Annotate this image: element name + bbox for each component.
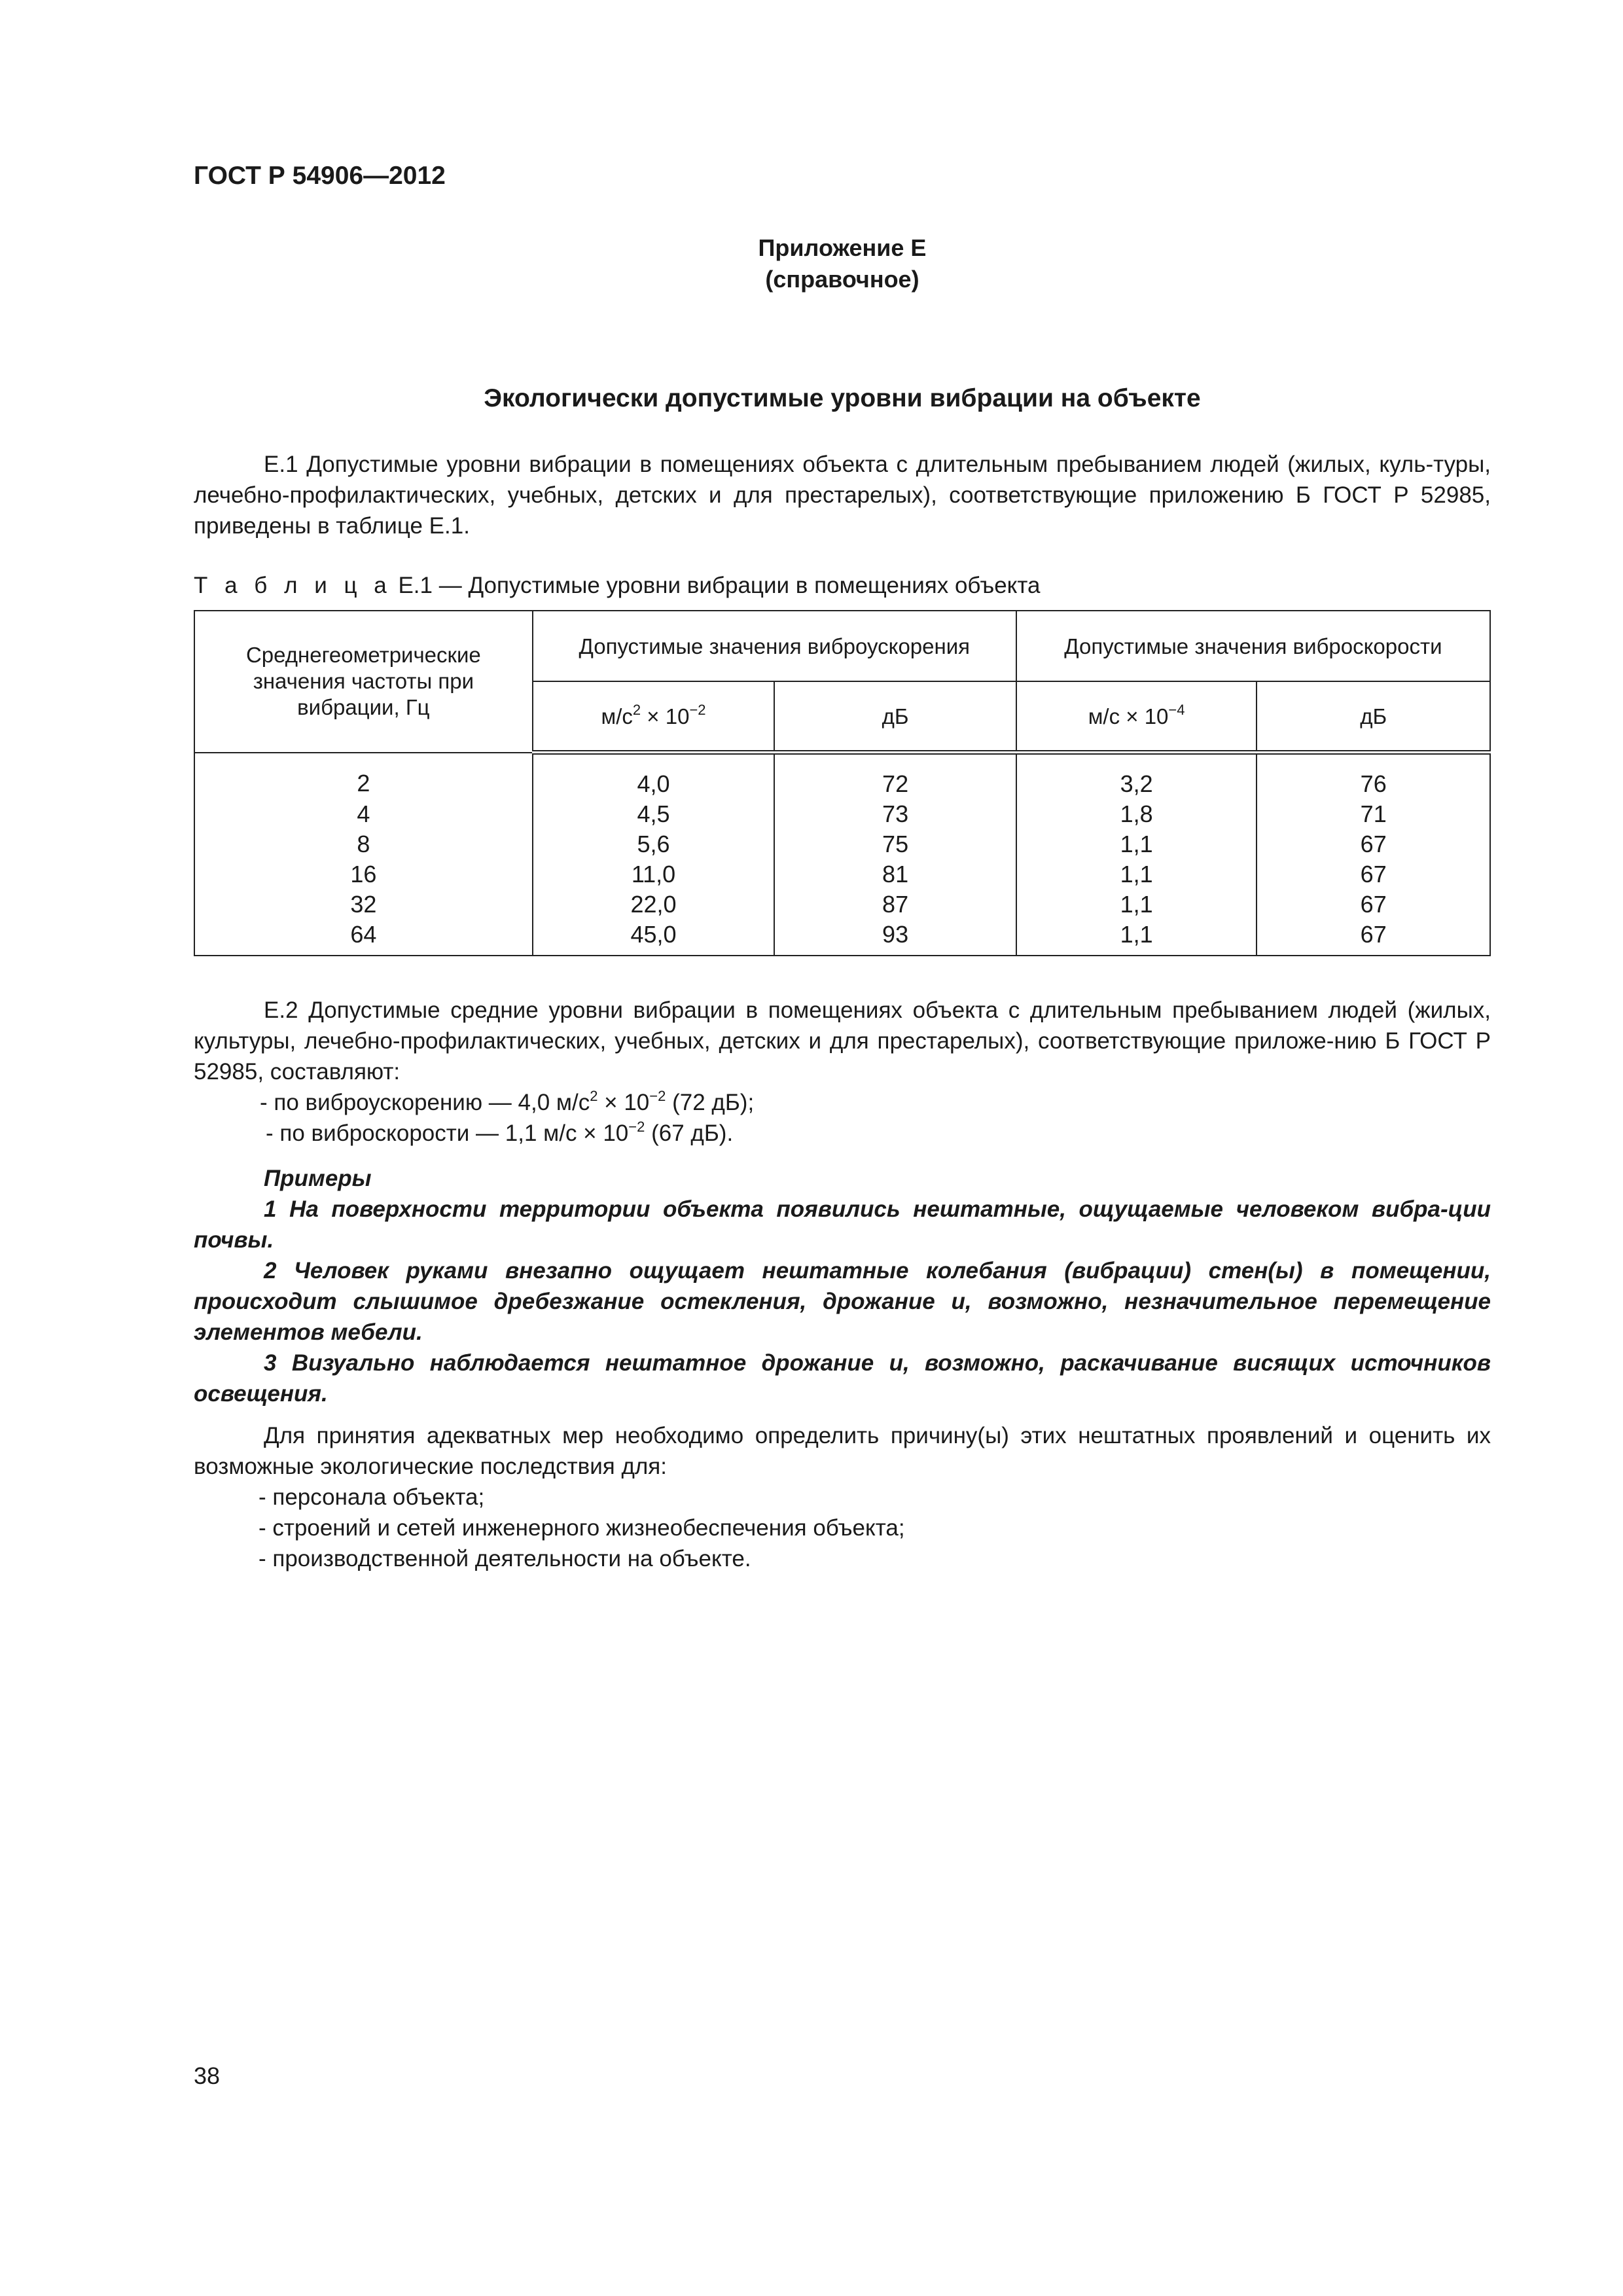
header-acc-unit — [533, 681, 775, 753]
list-item-final: - строений и сетей инженерного жизнеобеспечения объекта; — [259, 1515, 905, 1541]
header-acceleration: Допустимые значения виброускорения — [533, 611, 1016, 681]
list-item-acceleration-mult: × 10 — [597, 1090, 650, 1115]
table-caption-text: Е.1 — Допустимые уровни вибрации в помещениях объекта — [391, 573, 1041, 598]
cell-frequency: 16 — [194, 859, 533, 889]
cell-acceleration-db: 81 — [774, 859, 1016, 889]
cell-velocity: 1,1 — [1016, 920, 1257, 956]
cell-velocity: 1,1 — [1016, 889, 1257, 920]
acc-unit-exp2: −2 — [689, 701, 706, 718]
list-item-velocity-suffix: (67 дБ). — [645, 1121, 734, 1146]
vibration-levels-table — [194, 610, 1491, 956]
example-item: 3 Визуально наблюдается нештатное дрожание и, возможно, раскачивание висящих источников освещения. — [194, 1350, 1491, 1407]
cell-frequency: 2 — [194, 753, 533, 800]
list-item-final: - производственной деятельности на объекте. — [259, 1546, 751, 1571]
example-item: 1 На поверхности территории объекта появились нештатные, ощущаемые человеком вибра-ции почвы. — [194, 1196, 1491, 1253]
cell-velocity: 3,2 — [1016, 753, 1257, 800]
acc-unit-base: м/с — [601, 704, 633, 728]
examples-block — [194, 1163, 1491, 1409]
table-row — [194, 799, 1490, 829]
appendix-status: (справочное) — [765, 266, 919, 293]
cell-acceleration: 45,0 — [533, 920, 775, 956]
table-row — [194, 829, 1490, 859]
paragraph-e1-block — [194, 449, 1491, 541]
document-header: ГОСТ Р 54906—2012 — [194, 162, 446, 190]
table-row — [194, 753, 1490, 800]
list-item-velocity — [194, 1118, 1491, 1149]
list-item-velocity-exp: −2 — [628, 1119, 645, 1135]
header-vel-db: дБ — [1257, 681, 1490, 753]
table-row — [194, 859, 1490, 889]
paragraph-e2-block — [194, 995, 1491, 1149]
list-item-velocity-prefix: - по виброскорости — 1,1 м/с × 10 — [266, 1121, 629, 1146]
cell-frequency: 4 — [194, 799, 533, 829]
cell-velocity: 1,1 — [1016, 859, 1257, 889]
cell-acceleration-db: 73 — [774, 799, 1016, 829]
final-paragraph-block — [194, 1420, 1491, 1574]
cell-velocity: 1,8 — [1016, 799, 1257, 829]
paragraph-e1: Е.1 Допустимые уровни вибрации в помещениях объекта с длительным пребыванием людей (жилых, куль-туры, лечебно-профилактических, учебных, детских и для престарелых), соответствующие приложению Б ГОСТ Р 52985, приведены в таблице Е.1. — [194, 452, 1491, 539]
example-item: 2 Человек руками внезапно ощущает нештатные колебания (вибрации) стен(ы) в помещении, происходит слышимое дребезжание остекления, дрожание и, возможно, незначительное перемещение элементов мебели. — [194, 1258, 1491, 1345]
table-caption-prefix: Т а б л и ц а — [194, 573, 392, 598]
cell-velocity-db: 76 — [1257, 753, 1490, 800]
table-caption — [194, 570, 1040, 601]
table-row — [194, 889, 1490, 920]
cell-frequency: 8 — [194, 829, 533, 859]
header-frequency: Среднегеометрические значения частоты при вибрации, Гц — [194, 611, 533, 753]
table-row — [194, 920, 1490, 956]
header-acc-db: дБ — [774, 681, 1016, 753]
vel-unit-base: м/с × 10 — [1088, 704, 1169, 728]
list-item-acceleration — [194, 1087, 1491, 1118]
list-item-final: - персонала объекта; — [259, 1484, 485, 1510]
header-vel-unit — [1016, 681, 1257, 753]
cell-velocity-db: 67 — [1257, 889, 1490, 920]
cell-frequency: 64 — [194, 920, 533, 956]
cell-velocity: 1,1 — [1016, 829, 1257, 859]
paragraph-final: Для принятия адекватных мер необходимо определить причину(ы) этих нештатных проявлений и оценить их возможные экологические последствия для: — [194, 1423, 1491, 1479]
paragraph-e2: Е.2 Допустимые средние уровни вибрации в помещениях объекта с длительным пребыванием людей (жилых, культуры, лечебно-профилактических, учебных, детских и для престарелых), соответствующие приложе-нию Б ГОСТ Р 52985, составляют: — [194, 997, 1491, 1085]
cell-acceleration-db: 87 — [774, 889, 1016, 920]
list-item-acceleration-prefix: - по виброускорению — 4,0 м/с — [260, 1090, 590, 1115]
cell-velocity-db: 67 — [1257, 859, 1490, 889]
cell-acceleration: 22,0 — [533, 889, 775, 920]
appendix-title: Приложение Е — [758, 234, 927, 261]
cell-acceleration: 5,6 — [533, 829, 775, 859]
cell-acceleration: 11,0 — [533, 859, 775, 889]
header-velocity: Допустимые значения виброскорости — [1016, 611, 1490, 681]
list-item-acceleration-exp1: 2 — [590, 1088, 598, 1104]
cell-acceleration-db: 72 — [774, 753, 1016, 800]
page-number: 38 — [194, 2062, 221, 2089]
cell-velocity-db: 67 — [1257, 829, 1490, 859]
cell-frequency: 32 — [194, 889, 533, 920]
acc-unit-exp1: 2 — [632, 701, 641, 718]
examples-heading: Примеры — [264, 1166, 372, 1191]
vel-unit-exp: −4 — [1168, 701, 1185, 718]
list-item-acceleration-suffix: (72 дБ); — [666, 1090, 755, 1115]
section-title: Экологически допустимые уровни вибрации на объекте — [484, 384, 1201, 412]
cell-acceleration: 4,5 — [533, 799, 775, 829]
cell-acceleration-db: 93 — [774, 920, 1016, 956]
cell-velocity-db: 71 — [1257, 799, 1490, 829]
cell-velocity-db: 67 — [1257, 920, 1490, 956]
cell-acceleration: 4,0 — [533, 753, 775, 800]
cell-acceleration-db: 75 — [774, 829, 1016, 859]
acc-unit-mult: × 10 — [641, 704, 690, 728]
list-item-acceleration-exp2: −2 — [649, 1088, 666, 1104]
